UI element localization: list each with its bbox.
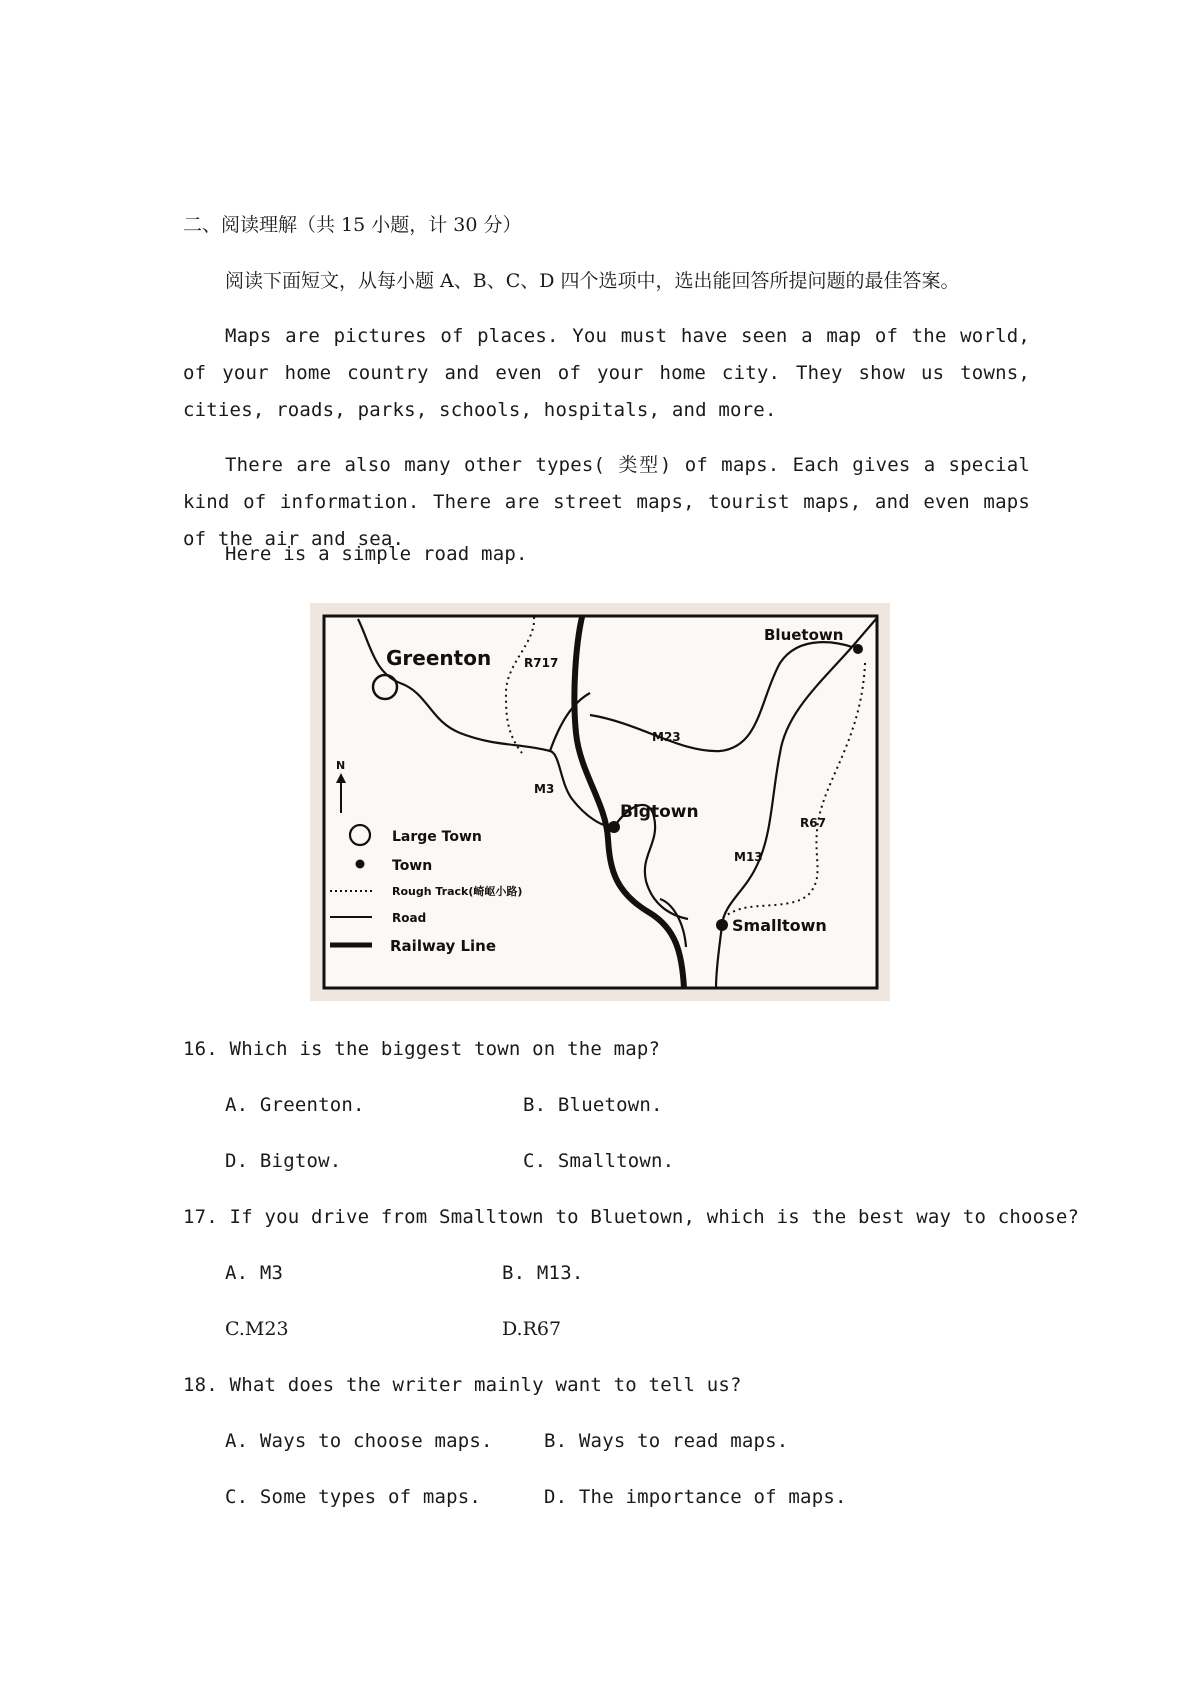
north-label: N [336, 759, 346, 772]
road-label-m23: M23 [652, 730, 681, 744]
road-map-figure [310, 603, 890, 1001]
road-label-m13: M13 [734, 850, 763, 864]
question-16-option-c[interactable]: C. Smalltown. [523, 1150, 675, 1172]
legend-town-label: Town [392, 858, 433, 874]
question-17-option-c[interactable]: C.M23 [225, 1318, 289, 1340]
passage-paragraph-3: Here is a simple road map. [225, 543, 528, 565]
section-heading: 二、阅读理解（共 15 小题，计 30 分） [183, 214, 522, 236]
question-16-option-d[interactable]: D. Bigtow. [225, 1150, 342, 1172]
question-18-option-a[interactable]: A. Ways to choose maps. [225, 1430, 493, 1452]
passage-paragraph-1: Maps are pictures of places. You must have seen a map of the world, of your home country and even of your home city. They show us towns, cities, roads, parks, schools, hospitals, and more. [183, 325, 1030, 421]
smalltown-marker [716, 919, 728, 931]
road-label-r67: R67 [800, 816, 826, 830]
greenton-label: Greenton [386, 646, 492, 670]
question-16-option-a[interactable]: A. Greenton. [225, 1094, 365, 1116]
question-16-stem: 16. Which is the biggest town on the map? [183, 1038, 661, 1060]
question-18-option-d[interactable]: D. The importance of maps. [544, 1486, 847, 1508]
bigtown-label: Bigtown [620, 802, 699, 822]
passage-paragraph-2: There are also many other types( 类型) of maps. Each gives a special kind of information. There are street maps, tourist maps, and even maps of the air and sea. [183, 454, 1030, 550]
question-18-stem: 18. What does the writer mainly want to tell us? [183, 1374, 742, 1396]
legend-large-town-label: Large Town [392, 829, 482, 845]
question-18-option-c[interactable]: C. Some types of maps. [225, 1486, 482, 1508]
instruction-text: 阅读下面短文，从每小题 A、B、C、D 四个选项中，选出能回答所提问题的最佳答案。 [225, 270, 960, 292]
bluetown-label: Bluetown [764, 626, 844, 644]
question-17-option-b[interactable]: B. M13. [502, 1262, 584, 1284]
legend-rough-track-label: Rough Track(崎岖小路) [392, 885, 523, 898]
smalltown-label: Smalltown [732, 916, 827, 935]
question-17-option-a[interactable]: A. M3 [225, 1262, 284, 1284]
legend-railway-label: Railway Line [390, 937, 497, 955]
question-18-option-b[interactable]: B. Ways to read maps. [544, 1430, 789, 1452]
legend-town-symbol [356, 860, 365, 869]
bigtown-marker [608, 821, 620, 833]
road-label-m3: M3 [534, 782, 555, 796]
road-map-svg [310, 603, 890, 1001]
question-17-stem: 17. If you drive from Smalltown to Bluetown, which is the best way to choose? [183, 1206, 1080, 1228]
question-16-option-b[interactable]: B. Bluetown. [523, 1094, 663, 1116]
bluetown-marker [853, 644, 863, 654]
road-label-r717: R717 [524, 656, 559, 670]
question-17-option-d[interactable]: D.R67 [502, 1318, 562, 1340]
legend-road-label: Road [392, 911, 427, 925]
